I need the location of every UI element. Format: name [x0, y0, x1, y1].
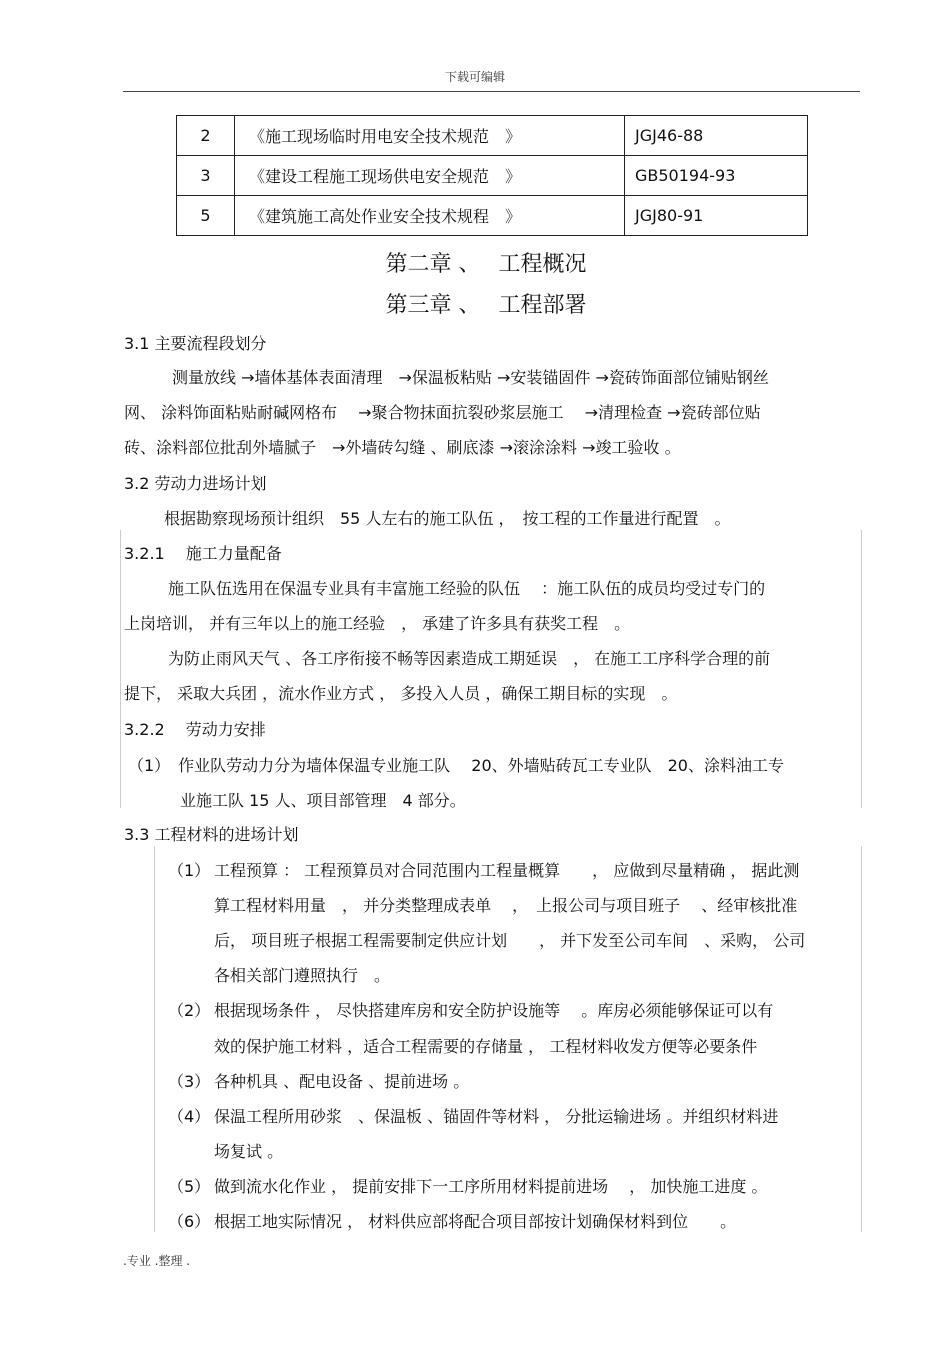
paragraph-line: 测量放线 →墙体基体表面清理 →保温板粘贴 →安装锚固件 →瓷砖饰面部位铺贴钢丝 [172, 368, 769, 387]
list-item-number: （2） [168, 1001, 211, 1020]
list-item-number: （3） [168, 1072, 211, 1091]
section-3-3-heading: 3.3 工程材料的进场计划 [124, 825, 299, 844]
paragraph-line: 网、 涂料饰面粘贴耐碱网格布 →聚合物抹面抗裂砂浆层施工 →清理检查 →瓷砖部位贴 [124, 403, 761, 422]
standard-title: 《建筑施工高处作业安全技术规程 》 [235, 196, 625, 236]
paragraph-line: 为防止雨风天气 、各工序衔接不畅等因素造成工期延误 ， 在施工工序科学合理的前 [168, 649, 771, 668]
standard-code: GB50194-93 [625, 156, 808, 196]
section-3-2-1-heading: 3.2.1 施工力量配备 [124, 544, 282, 563]
page-footer: .专业 .整理 . [123, 1254, 191, 1268]
paragraph-line: 根据勘察现场预计组织 55 人左右的施工队伍 ， 按工程的工作量进行配置 。 [164, 509, 731, 528]
row-number: 3 [177, 156, 235, 196]
list-item-number: （6） [168, 1212, 211, 1231]
paragraph-line: （1） 作业队劳动力分为墙体保温专业施工队 20、外墙贴砖瓦工专业队 20、涂料油工专 [128, 756, 784, 775]
standard-code: JGJ46-88 [625, 116, 808, 156]
list-item-line: 各相关部门遵照执行 。 [214, 966, 391, 985]
paragraph-line: 提下， 采取大兵团 ，流水作业方式 ， 多投入人员 ，确保工期目标的实现 。 [124, 684, 678, 703]
list-item-number: （4） [168, 1107, 211, 1126]
standard-code: JGJ80-91 [625, 196, 808, 236]
table-row [177, 196, 808, 236]
standards-table [176, 115, 808, 236]
list-item-line: 做到流水化作业 ， 提前安排下一工序所用材料提前进场 ， 加快施工进度 。 [214, 1177, 768, 1196]
list-item-number: （5） [168, 1177, 211, 1196]
table-row [177, 156, 808, 196]
section-3-1-heading: 3.1 主要流程段划分 [124, 334, 267, 353]
paragraph-line: 施工队伍选用在保温专业具有丰富施工经验的队伍 ：施工队伍的成员均受过专门的 [168, 579, 766, 598]
paragraph-line: 砖、涂料部位批刮外墙腻子 →外墙砖勾缝 、刷底漆 →滚涂涂料 →竣工验收 。 [124, 438, 681, 457]
list-item-line: 保温工程所用砂浆 、保温板 、锚固件等材料 ， 分批运输进场 。并组织材料进 [214, 1107, 779, 1126]
page-header: 下载可编辑 [444, 70, 505, 84]
section-3-2-2-heading: 3.2.2 劳动力安排 [124, 720, 266, 739]
list-item-line: 场复试 。 [214, 1142, 284, 1161]
list-item-line: 根据现场条件 ， 尽快搭建库房和安全防护设施等 。库房必须能够保证可以有 [214, 1001, 774, 1020]
list-item-line: 根据工地实际情况 ， 材料供应部将配合项目部按计划确保材料到位 。 [214, 1212, 737, 1231]
header-rule [123, 91, 860, 92]
row-number: 2 [177, 116, 235, 156]
list-item-line: 工程预算 ： 工程预算员对合同范围内工程量概算 ， 应做到尽量精确 ， 据此测 [214, 861, 800, 880]
chapter-3-heading: 第三章 、 工程部署 [385, 293, 587, 318]
list-item-line: 算工程材料用量 ， 并分类整理成表单 ， 上报公司与项目班子 、经审核批准 [214, 896, 798, 915]
standard-title: 《施工现场临时用电安全技术规范 》 [235, 116, 625, 156]
list-item-line: 效的保护施工材料 ，适合工程需要的存储量 ， 工程材料收发方便等必要条件 [214, 1037, 758, 1056]
paragraph-line: 上岗培训， 并有三年以上的施工经验 ， 承建了许多具有获奖工程 。 [124, 614, 631, 633]
table-row [177, 116, 808, 156]
section-3-2-heading: 3.2 劳动力进场计划 [124, 474, 267, 493]
chapter-2-heading: 第二章 、 工程概况 [385, 252, 587, 277]
list-item-line: 各种机具 、配电设备 、提前进场 。 [214, 1072, 470, 1091]
list-item-line: 后， 项目班子根据工程需要制定供应计划 ， 并下发至公司车间 、采购， 公司 [214, 931, 806, 950]
row-number: 5 [177, 196, 235, 236]
paragraph-line: 业施工队 15 人、项目部管理 4 部分。 [180, 791, 466, 810]
standard-title: 《建设工程施工现场供电安全规范 》 [235, 156, 625, 196]
list-item-number: （1） [168, 861, 211, 880]
